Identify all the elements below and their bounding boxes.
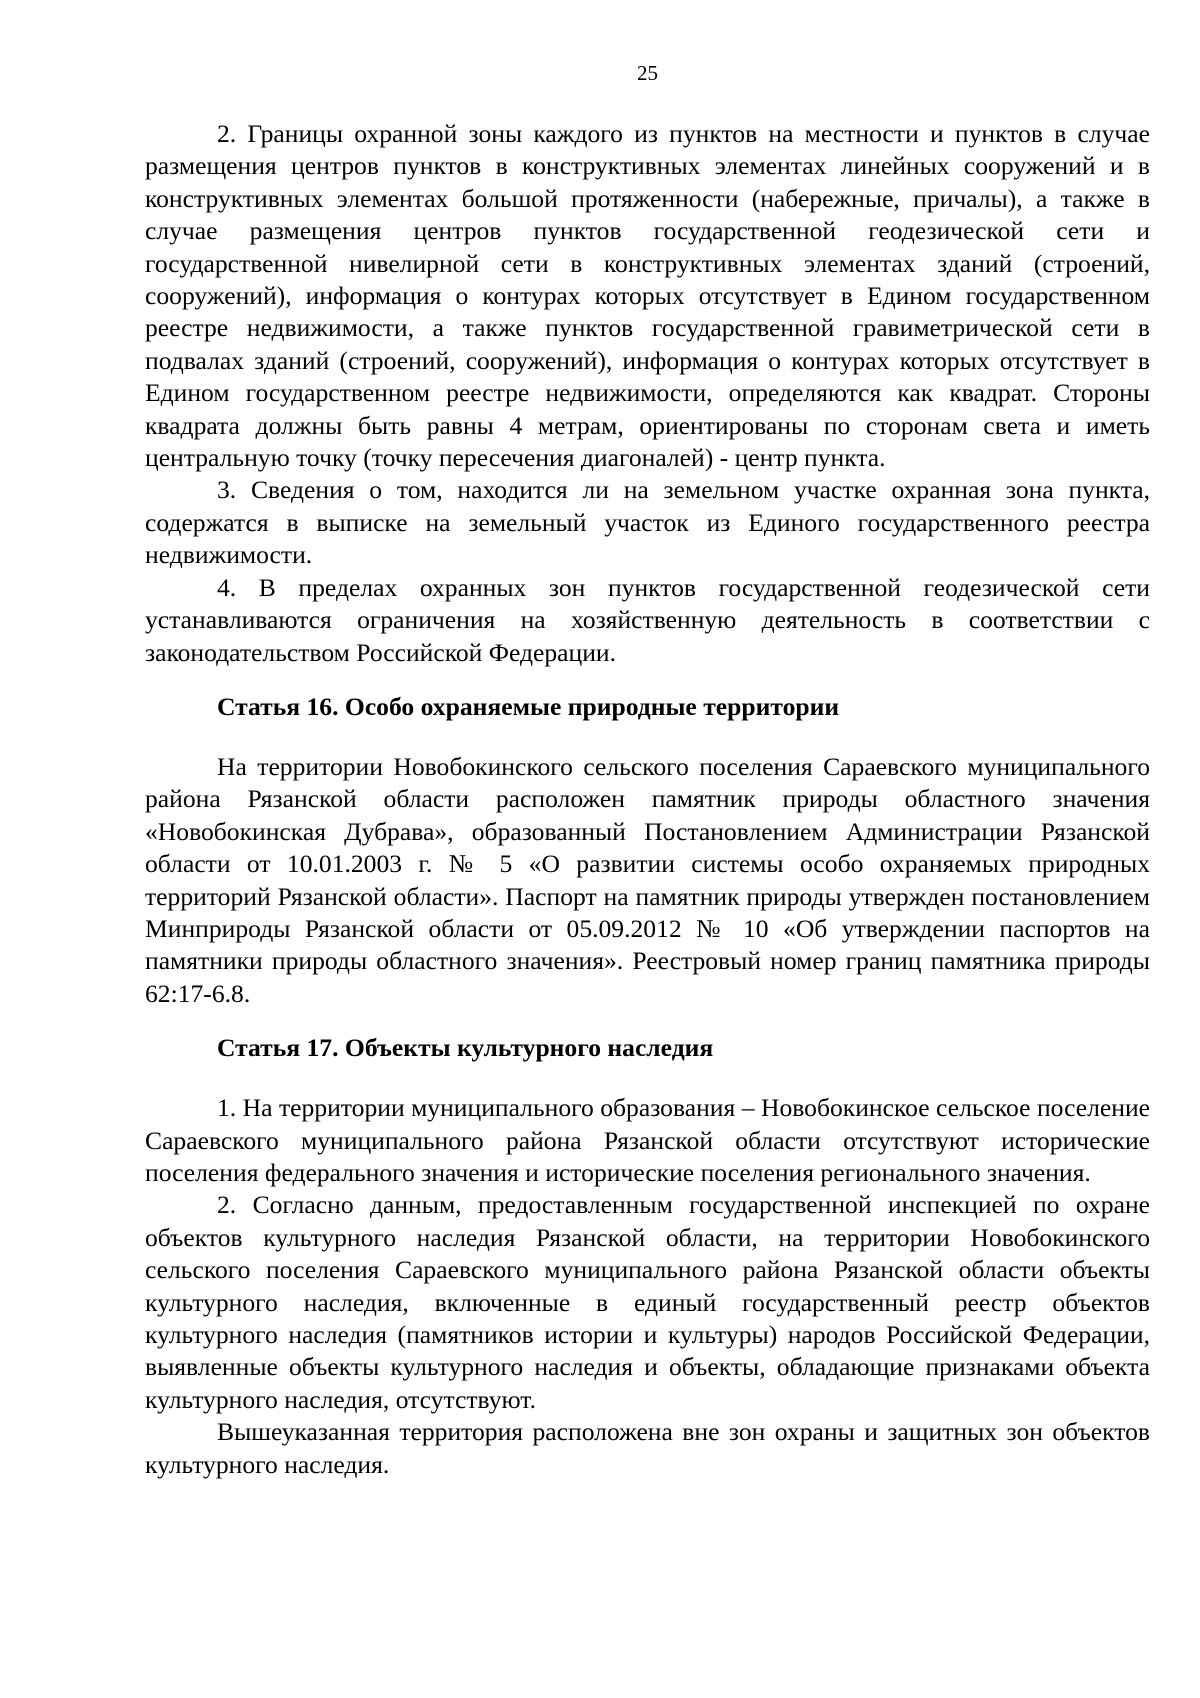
spacer [145, 1010, 1150, 1032]
article17-item-2: 2. Согласно данным, предоставленным государственной инспекцией по охране объектов культурного наследия Рязанской области, на территории Новобокинского сельского поселения Сараевского муниципального района Рязанской области объекты культурного наследия, включенные в единый государственный реестр объектов культурного наследия (памятников истории и культуры) народов Российской Федерации, выявленные объекты культурного наследия и объекты, обладающие признаками объекта культурного наследия, отсутствуют. [145, 1190, 1150, 1414]
spacer [145, 669, 1150, 691]
page-number: 25 [637, 61, 658, 85]
article15-item-3: 3. Сведения о том, находится ли на земельном участке охранная зона пункта, содержатся в выписке на земельный участок из Единого государственного реестра недвижимости. [145, 475, 1150, 570]
article15-item-4: 4. В пределах охранных зон пунктов государственной геодезической сети устанавливаются ограничения на хозяйственную деятельность в соответствии с законодательством Российской Федерации. [145, 572, 1150, 667]
article16-paragraph: На территории Новобокинского сельского поселения Сараевского муниципального района Рязанской области расположен памятник природы областного значения «Новобокинская Дубрава», образованный Постановлением Администрации Рязанской области от 10.01.2003 г. № 5 «О развитии системы особо охраняемых природных территорий Рязанской области». Паспорт на памятник природы утвержден постановлением Минприроды Рязанской области от 05.09.2012 № 10 «Об утверждении паспортов на памятники природы областного значения». Реестровый номер границ памятника природы 62:17-6.8. [145, 751, 1150, 1008]
spacer [145, 723, 1150, 751]
article17-closing-paragraph: Вышеуказанная территория расположена вне зон охраны и защитных зон объектов культурного наследия. [145, 1417, 1150, 1479]
article15-item-2: 2. Границы охранной зоны каждого из пунктов на местности и пунктов в случае размещения центров пунктов в конструктивных элементах линейных сооружений и в конструктивных элементах большой протяженности (набережные, причалы), а также в случае размещения центров пунктов государственной геодезической сети и государственной нивелирной сети в конструктивных элементах зданий (строений, сооружений), информация о контурах которых отсутствует в Едином государственном реестре недвижимости, а также пунктов государственной гравиметрической сети в подвалах зданий (строений, сооружений), информация о контурах которых отсутствует в Едином государственном реестре недвижимости, определяются как квадрат. Стороны квадрата должны быть равны 4 метрам, ориентированы по сторонам света и иметь центральную точку (точку пересечения диагоналей) - центр пункта. [145, 119, 1150, 473]
article16-heading: Статья 16. Особо охраняемые природные территории [217, 691, 840, 721]
article17-heading: Статья 17. Объекты культурного наследия [217, 1033, 714, 1063]
page-content [145, 118, 1150, 1481]
article17-item-1: 1. На территории муниципального образования – Новобокинское сельское поселение Сараевского муниципального района Рязанской области отсутствуют исторические поселения федерального значения и исторические поселения регионального значения. [145, 1093, 1150, 1187]
spacer [145, 1064, 1150, 1092]
